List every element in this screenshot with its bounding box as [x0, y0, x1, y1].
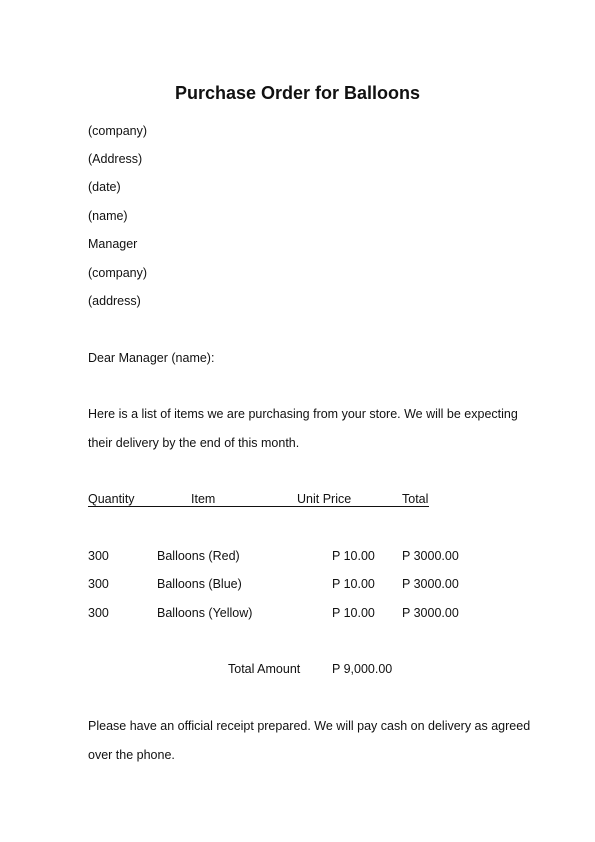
sender-address: (Address) [88, 152, 143, 166]
row-quantity: 300 [88, 549, 109, 563]
order-date: (date) [88, 180, 121, 194]
salutation: Dear Manager (name): [88, 351, 215, 365]
row-item: Balloons (Blue) [157, 577, 242, 591]
row-total: P 3000.00 [402, 549, 459, 563]
row-total: P 3000.00 [402, 577, 459, 591]
recipient-address: (address) [88, 294, 141, 308]
intro-line-1: Here is a list of items we are purchasing from your store. We will be expecting [88, 407, 518, 421]
row-item: Balloons (Yellow) [157, 606, 253, 620]
closing-line-2: over the phone. [88, 748, 175, 762]
header-unit-price: Unit Price [297, 492, 352, 506]
row-unit-price: P 10.00 [332, 549, 375, 563]
row-unit-price: P 10.00 [332, 606, 375, 620]
recipient-name: (name) [88, 209, 128, 223]
header-total: Total [402, 492, 429, 506]
intro-line-2: their delivery by the end of this month. [88, 436, 300, 450]
row-quantity: 300 [88, 606, 109, 620]
closing-line-1: Please have an official receipt prepared. We will pay cash on delivery as agreed [88, 719, 531, 733]
total-amount-label: Total Amount [228, 662, 301, 676]
total-amount-value: P 9,000.00 [332, 662, 393, 676]
header-quantity: Quantity [88, 492, 135, 506]
sender-company: (company) [88, 124, 148, 138]
row-item: Balloons (Red) [157, 549, 240, 563]
recipient-title: Manager [88, 237, 138, 251]
table-header-underline [88, 506, 429, 507]
row-unit-price: P 10.00 [332, 577, 375, 591]
header-item: Item [191, 492, 216, 506]
row-quantity: 300 [88, 577, 109, 591]
recipient-company: (company) [88, 266, 148, 280]
document-title: Purchase Order for Balloons [174, 83, 421, 103]
row-total: P 3000.00 [402, 606, 459, 620]
